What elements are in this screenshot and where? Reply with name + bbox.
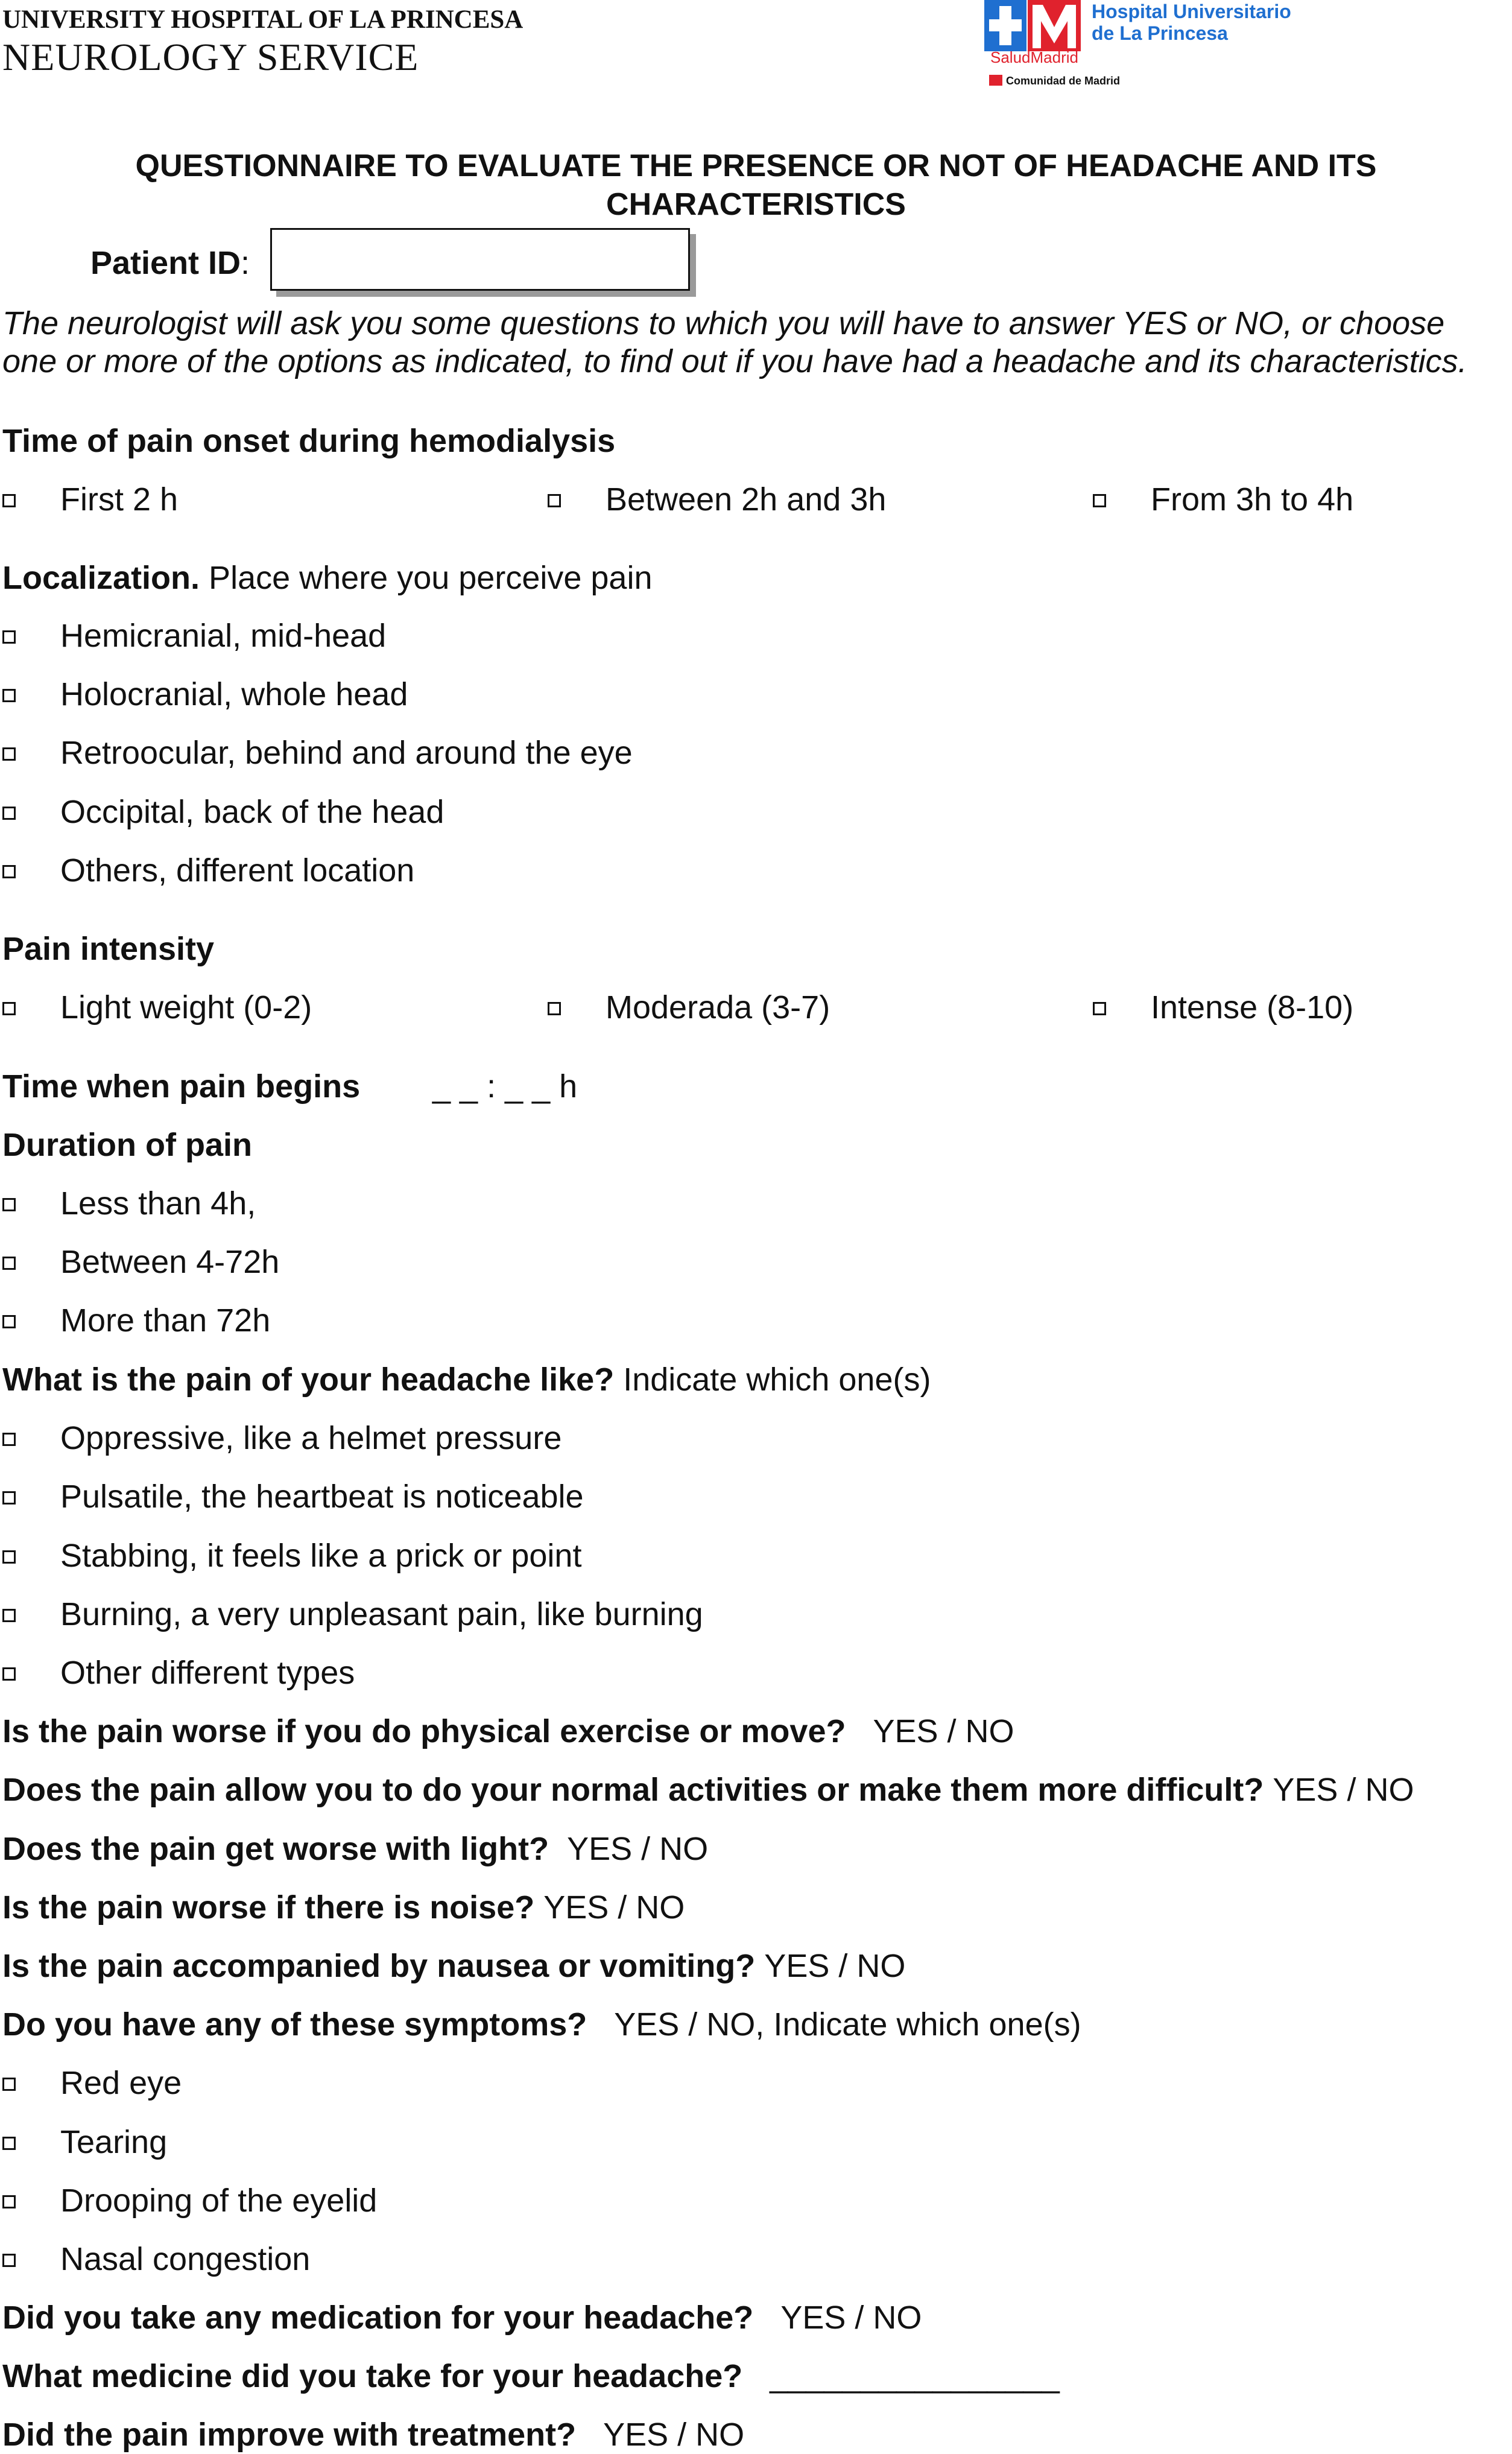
onset-checkbox-2[interactable] bbox=[548, 494, 561, 507]
patient-id-label: Patient ID: bbox=[90, 245, 250, 281]
onset-option-3: From 3h to 4h bbox=[1151, 481, 1354, 518]
intensity-options bbox=[0, 989, 1512, 1031]
onset-option-1: First 2 h bbox=[60, 481, 179, 518]
localization-option-4: Occipital, back of the head bbox=[60, 794, 444, 830]
character-question: What is the pain of your headache like? Indicate which one(s) bbox=[2, 1362, 931, 1398]
hospital-logo bbox=[984, 0, 1322, 90]
character-checkbox-2[interactable] bbox=[2, 1491, 16, 1504]
yesno-answer-5[interactable]: YES / NO bbox=[764, 1948, 906, 1984]
improve-question: Did the pain improve with treatment? YES / NO bbox=[2, 2417, 745, 2453]
intro-text-line2: one or more of the options as indicated, to find out if you have had a headache and its characteristics. bbox=[2, 343, 1467, 379]
hospital-name: UNIVERSITY HOSPITAL OF LA PRINCESA bbox=[2, 5, 524, 34]
symptoms-checkbox-1[interactable] bbox=[2, 2078, 16, 2091]
intro-text-line1: The neurologist will ask you some questions to which you will have to answer YES or NO, or choose bbox=[2, 305, 1445, 341]
onset-question: Time of pain onset during hemodialysis bbox=[2, 423, 616, 459]
character-checkbox-1[interactable] bbox=[2, 1433, 16, 1446]
localization-question: Localization. Place where you perceive pain bbox=[2, 560, 653, 596]
onset-checkbox-3[interactable] bbox=[1093, 494, 1106, 507]
duration-option-3: More than 72h bbox=[60, 1302, 271, 1339]
symptoms-option-3: Drooping of the eyelid bbox=[60, 2183, 378, 2219]
localization-checkbox-1[interactable] bbox=[2, 630, 16, 644]
duration-question: Duration of pain bbox=[2, 1127, 252, 1163]
yesno-question-1: Is the pain worse if you do physical exercise or move? YES / NO bbox=[2, 1713, 1014, 1749]
intensity-checkbox-2[interactable] bbox=[548, 1002, 561, 1015]
onset-checkbox-1[interactable] bbox=[2, 494, 16, 507]
medicine-name-field[interactable]: ________________ bbox=[770, 2358, 1060, 2394]
patient-id-field[interactable] bbox=[270, 228, 690, 291]
localization-checkbox-4[interactable] bbox=[2, 807, 16, 820]
character-checkbox-3[interactable] bbox=[2, 1550, 16, 1564]
duration-option-2: Between 4-72h bbox=[60, 1244, 280, 1280]
svg-text:SaludMadrid: SaludMadrid bbox=[990, 48, 1078, 66]
localization-checkbox-5[interactable] bbox=[2, 865, 16, 878]
svg-text:Hospital Universitario: Hospital Universitario bbox=[1092, 1, 1291, 22]
intensity-option-1: Light weight (0-2) bbox=[60, 989, 312, 1026]
medication-answer[interactable]: YES / NO bbox=[780, 2300, 922, 2336]
intensity-checkbox-3[interactable] bbox=[1093, 1002, 1106, 1015]
character-option-4: Burning, a very unpleasant pain, like burning bbox=[60, 1596, 703, 1632]
character-checkbox-5[interactable] bbox=[2, 1667, 16, 1681]
symptoms-option-1: Red eye bbox=[60, 2065, 182, 2101]
localization-option-3: Retroocular, behind and around the eye bbox=[60, 735, 633, 771]
duration-checkbox-2[interactable] bbox=[2, 1257, 16, 1270]
localization-checkbox-3[interactable] bbox=[2, 747, 16, 761]
begins-time-field[interactable]: _ _ : _ _ h bbox=[432, 1068, 578, 1105]
intensity-option-3: Intense (8-10) bbox=[1151, 989, 1354, 1026]
symptoms-option-2: Tearing bbox=[60, 2124, 168, 2160]
form-title-line1: QUESTIONNAIRE TO EVALUATE THE PRESENCE OR NOT OF HEADACHE AND ITS bbox=[135, 148, 1377, 183]
intensity-question: Pain intensity bbox=[2, 931, 215, 967]
yesno-answer-1[interactable]: YES / NO bbox=[873, 1713, 1014, 1749]
localization-checkbox-2[interactable] bbox=[2, 689, 16, 702]
symptoms-checkbox-3[interactable] bbox=[2, 2195, 16, 2208]
duration-option-1: Less than 4h, bbox=[60, 1185, 256, 1222]
onset-option-2: Between 2h and 3h bbox=[606, 481, 887, 518]
intensity-checkbox-1[interactable] bbox=[2, 1002, 16, 1015]
localization-option-5: Others, different location bbox=[60, 852, 415, 889]
yesno-question-5: Is the pain accompanied by nausea or vomiting? YES / NO bbox=[2, 1948, 906, 1984]
logo-mark-icon bbox=[984, 0, 1322, 90]
form-title-line2: CHARACTERISTICS bbox=[606, 187, 906, 222]
character-checkbox-4[interactable] bbox=[2, 1609, 16, 1622]
improve-answer[interactable]: YES / NO bbox=[603, 2417, 745, 2453]
symptoms-checkbox-4[interactable] bbox=[2, 2254, 16, 2267]
character-option-2: Pulsatile, the heartbeat is noticeable bbox=[60, 1479, 584, 1515]
yesno-question-3: Does the pain get worse with light? YES / NO bbox=[2, 1831, 709, 1867]
medication-question: Did you take any medication for your headache? YES / NO bbox=[2, 2300, 922, 2336]
localization-option-1: Hemicranial, mid-head bbox=[60, 618, 387, 654]
yesno-question-4: Is the pain worse if there is noise? YES / NO bbox=[2, 1889, 685, 1926]
yesno-answer-3[interactable]: YES / NO bbox=[567, 1831, 709, 1867]
duration-checkbox-1[interactable] bbox=[2, 1198, 16, 1211]
symptoms-checkbox-2[interactable] bbox=[2, 2137, 16, 2150]
service-name: NEUROLOGY SERVICE bbox=[2, 36, 419, 78]
intensity-option-2: Moderada (3-7) bbox=[606, 989, 830, 1026]
yesno-answer-2[interactable]: YES / NO bbox=[1273, 1772, 1414, 1808]
medicine-name-question: What medicine did you take for your headache? ________________ bbox=[2, 2358, 1060, 2394]
svg-text:Comunidad de Madrid: Comunidad de Madrid bbox=[1006, 75, 1120, 87]
symptoms-question: Do you have any of these symptoms? YES / NO, Indicate which one(s) bbox=[2, 2006, 1081, 2043]
yesno-answer-4[interactable]: YES / NO bbox=[543, 1889, 685, 1926]
onset-options bbox=[0, 481, 1512, 523]
character-option-1: Oppressive, like a helmet pressure bbox=[60, 1420, 562, 1456]
localization-option-2: Holocranial, whole head bbox=[60, 676, 408, 712]
symptoms-option-4: Nasal congestion bbox=[60, 2241, 311, 2277]
duration-checkbox-3[interactable] bbox=[2, 1315, 16, 1328]
character-option-5: Other different types bbox=[60, 1655, 355, 1691]
yesno-question-2: Does the pain allow you to do your normal activities or make them more difficult? YES / NO bbox=[2, 1772, 1414, 1808]
character-option-3: Stabbing, it feels like a prick or point bbox=[60, 1538, 582, 1574]
begins-question: Time when pain begins bbox=[2, 1068, 361, 1105]
svg-text:de La Princesa: de La Princesa bbox=[1092, 22, 1228, 44]
